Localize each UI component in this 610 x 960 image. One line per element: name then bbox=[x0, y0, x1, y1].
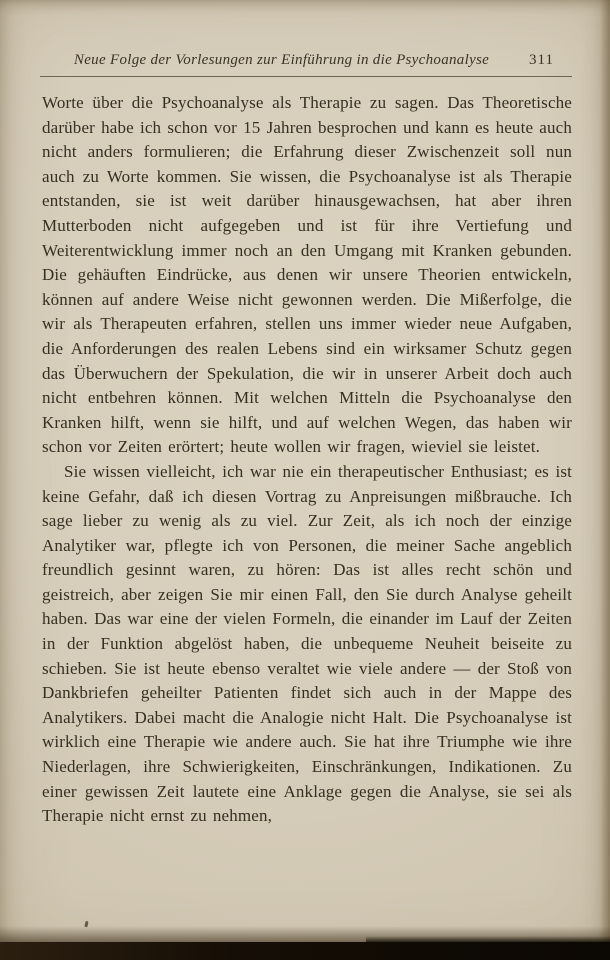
paragraph-1: Worte über die Psychoanalyse als Therapie zu sagen. Das Theoretische darüber habe ich schon vor 15 Jahren besprochen und kann es heute auch nicht anders formulieren; die Erfahrung dieser Zwischenzeit soll nun auch zu Worte kommen. Sie wissen, die Psychoanalyse ist als Therapie entstanden, sie ist weit darüber hinausgewachsen, hat aber ihren Mutterboden nicht aufgegeben und ist für ihre Vertiefung und Weiterentwicklung immer noch an den Umgang mit Kranken gebunden. Die gehäuften Eindrücke, aus denen wir unsere Theorien entwickeln, können auf andere Weise nicht gewonnen werden. Die Mißerfolge, die wir als Therapeuten erfahren, stellen uns immer wieder neue Aufgaben, die Anforderungen des realen Lebens sind ein wirksamer Schutz gegen das Überwuchern der Spekulation, die wir in unserer Arbeit doch auch nicht entbehren können. Mit welchen Mitteln die Psychoanalyse den Kranken hilft, wenn sie hilft, und auf welchen Wegen, das haben wir schon vor Zeiten erörtert; heute wollen wir fragen, wieviel sie leistet. bbox=[42, 93, 572, 457]
running-head bbox=[40, 52, 572, 69]
running-head-title: Neue Folge der Vorlesungen zur Einführung in die Psychoanalyse bbox=[73, 52, 490, 68]
paragraph-2: Sie wissen vielleicht, ich war nie ein therapeutischer Enthusiast; es ist keine Gefahr, daß ich diesen Vortrag zu Anpreisungen mißbrauche. Ich sage lieber zu wenig als zu viel. Zur Zeit, als ich noch der einzige Analytiker war, pflegte ich von Personen, die meiner Sache angeblich freundlich gesinnt waren, zu hören: Das ist alles recht schön und geistreich, aber zeigen Sie mir einen Fall, den Sie durch Analyse geheilt haben. Das war eine der vielen Formeln, die einander im Lauf der Zeiten in der Funktion abgelöst haben, die unbequeme Neuheit beiseite zu schieben. Sie ist heute ebenso veraltet wie viele andere — der Stoß von Dankbriefen geheilter Patienten findet sich auch in der Mappe des Analytikers. Dabei macht die Analogie nicht Halt. Die Psychoanalyse ist wirklich eine Therapie wie andere auch. Sie hat ihre Triumphe wie ihre Niederlagen, ihre Schwierigkeiten, Einschränkungen, Indikationen. Zu einer gewissen Zeit lautete eine Anklage gegen die Analyse, sie sei als Therapie nicht ernst zu nehmen, bbox=[42, 461, 572, 826]
page-edge-shading bbox=[600, 0, 610, 960]
header-rule bbox=[40, 76, 572, 77]
page-number: 311 bbox=[529, 52, 554, 68]
page-body-text bbox=[42, 91, 572, 829]
ink-speck bbox=[84, 921, 88, 927]
scan-bottom-edge bbox=[0, 942, 610, 960]
